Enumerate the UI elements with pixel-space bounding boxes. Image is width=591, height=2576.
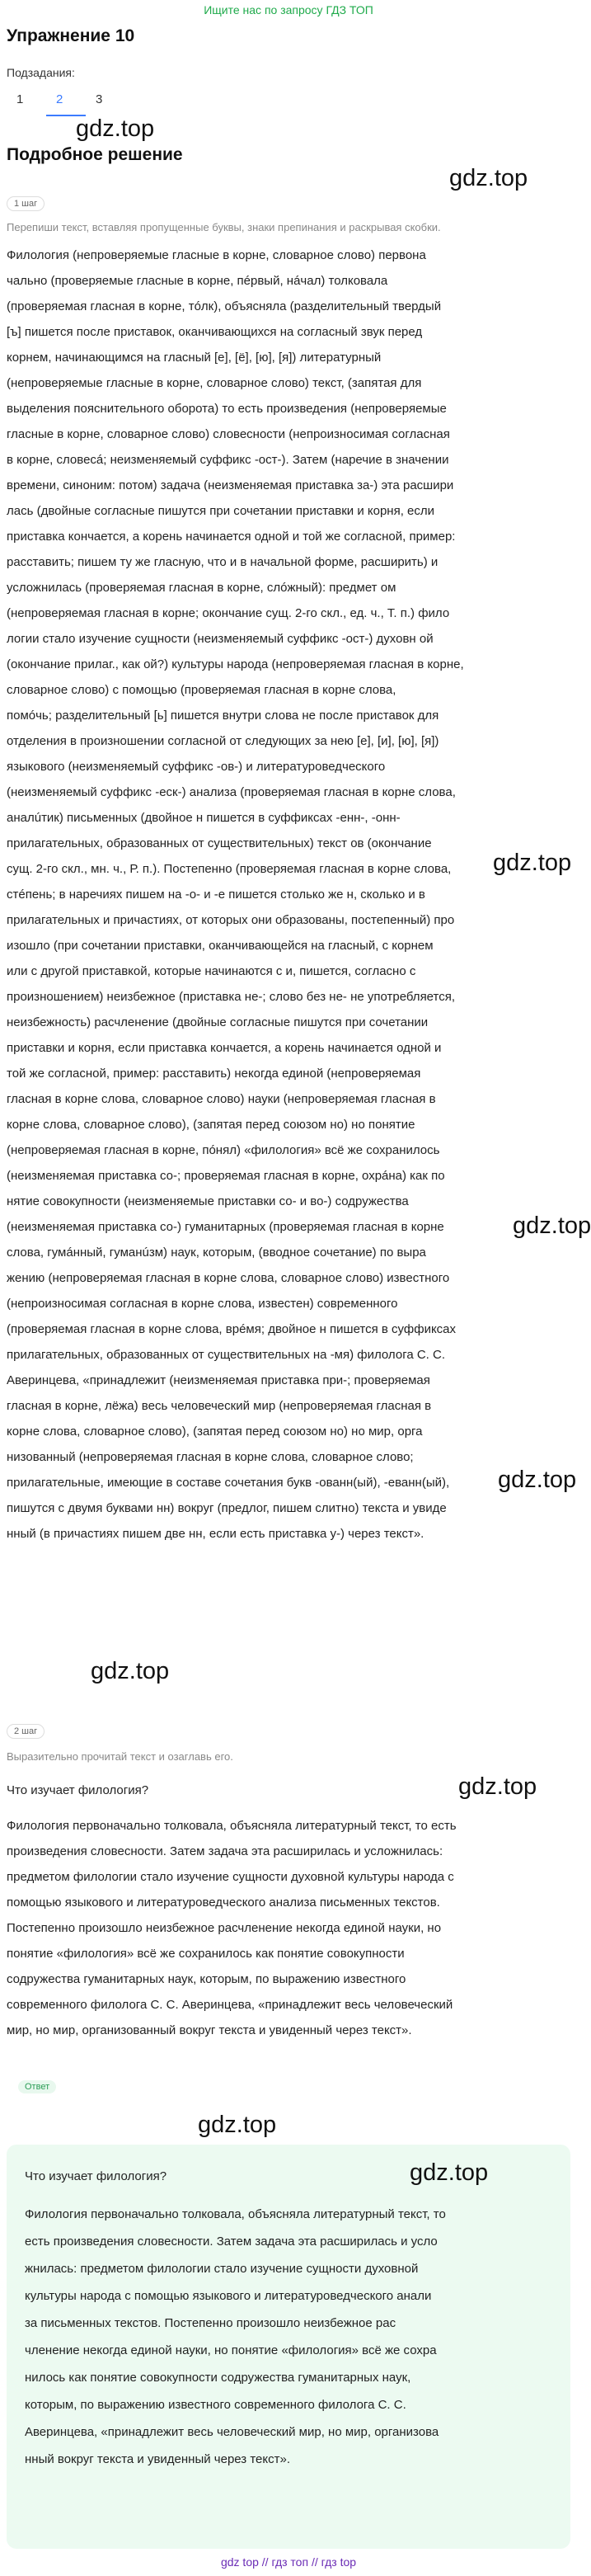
step-badge: 1 шаг	[7, 196, 45, 211]
watermark: gdz.top	[498, 1467, 577, 1493]
text-line: предметом филологии стало изучение сущности духовной культуры народа с	[7, 1870, 454, 1884]
text-line: нный (в причастиях пишем две нн, если есть приставка у-) через текст».	[7, 1527, 424, 1541]
text-line: Аверинцева, «принадлежит (неизменяемая приставка при-; проверяемая	[7, 1373, 430, 1387]
step2-question: Что изучает филология?	[7, 1783, 149, 1797]
subtask-tabs	[7, 89, 125, 116]
text-line: словарное слово) с помощью (проверяемая гласная в корне слова,	[7, 683, 396, 697]
footer-link[interactable]: гдз топ	[271, 2555, 309, 2569]
text-line: аналúтик) письменных (двойное н пишется в суффиксах -енн-, -онн-	[7, 811, 401, 825]
text-line: сущ. 2-го скл., мн. ч., Р. п.). Постепенно (проверяемая гласная в корне слова,	[7, 862, 452, 876]
top-search-link[interactable]: Ищите нас по запросу ГДЗ ТОП	[204, 3, 373, 16]
text-line: гласная в корне, лёжа) весь человеческий мир (непроверяемая гласная в	[7, 1399, 432, 1413]
text-line: гласные в корне, словарное слово) словесности (непроизносимая согласная	[7, 427, 450, 441]
tab-subtask-3[interactable]: 3	[96, 92, 103, 106]
text-line: (проверяемая гласная в корне, тóлк), объясняла (разделительный твердый	[7, 299, 442, 313]
text-line: корне слова, словарное слово), (запятая перед союзом но) но мир, орга	[7, 1425, 423, 1439]
answer-question: Что изучает филология?	[25, 2169, 167, 2183]
footer-link[interactable]: gdz top	[220, 2555, 259, 2569]
text-line: логии стало изучение сущности (неизменяемый суффикс -ост-) духовн ой	[7, 632, 434, 646]
text-line: лась (двойные согласные пишутся при сочетании приставки и корня, если	[7, 504, 435, 518]
text-line: низованный (непроверяемая гласная в корне слова, словарное слово;	[7, 1450, 414, 1464]
step-hint: Выразительно прочитай текст и озаглавь его.	[7, 1750, 233, 1763]
text-line: понятие «филология» всё же сохранилось как понятие совокупности	[7, 1947, 405, 1961]
tab-subtask-1[interactable]: 1	[16, 92, 24, 106]
text-line: чально (проверяемые гласные в корне, пéрвый, нáчал) толковала	[7, 274, 388, 288]
text-line: слова, гумáнный, гуманúзм) наук, которым, (вводное сочетание) по выра	[7, 1246, 426, 1260]
answer-line: нный вокруг текста и увиденный через текст».	[25, 2452, 290, 2466]
text-line: гласная в корне слова, словарное слово) науки (непроверяемая гласная в	[7, 1092, 436, 1106]
step-hint: Перепиши текст, вставляя пропущенные буквы, знаки препинания и раскрывая скобки.	[7, 221, 441, 233]
text-line: [ъ] пишется после приставок, оканчивающихся на согласный звук перед	[7, 325, 423, 339]
text-line: прилагательных, образованных от существительных) текст ов (окончание	[7, 836, 432, 850]
text-line: (неизменяемый суффикс -еск-) анализа (проверяемая гласная в корне слова,	[7, 785, 456, 799]
text-line: прилагательные, имеющие в составе сочетания букв -ованн(ый), -еванн(ый),	[7, 1476, 450, 1490]
text-line: расставить; пишем ту же гласную, что и в начальной форме, расширить) и	[7, 555, 439, 569]
text-line: приставка кончается, а корень начинается одной и той же согласной, пример:	[7, 530, 456, 544]
watermark: gdz.top	[76, 115, 155, 142]
text-line: мир, но мир, организованный вокруг текста и увиденный через текст».	[7, 2023, 412, 2037]
text-line: произношением) неизбежное (приставка не-; слово без не- не употребляется,	[7, 990, 456, 1004]
text-line: (непроверяемая гласная в корне, пóнял) «филология» всё же сохранилось	[7, 1143, 440, 1157]
text-line: Постепенно произошло неизбежное расчленение некогда единой науки, но	[7, 1921, 442, 1935]
text-line: (непроизносимая согласная в корне слова, известен) современного	[7, 1297, 398, 1311]
text-line: стéпень; в наречиях пишем на -о- и -е пишется столько же н, сколько и в	[7, 888, 425, 902]
text-line: (проверяемая гласная в корне слова, врéмя; двойное н пишется в суффиксах	[7, 1322, 457, 1336]
text-line: помóчь; разделительный [ь] пишется внутри слова не после приставок для	[7, 709, 439, 723]
answer-line: жнилась: предметом филологии стало изучение сущности духовной	[25, 2262, 419, 2276]
text-line: современного филолога С. С. Аверинцева, «принадлежит весь человеческий	[7, 1998, 453, 2012]
text-line: (неизменяемая приставка со-) гуманитарных (проверяемая гласная в корне	[7, 1220, 444, 1234]
answer-line: Аверинцева, «принадлежит весь человеческий мир, но мир, организова	[25, 2425, 439, 2439]
answer-label: Ответ	[18, 2080, 56, 2093]
text-line: в корне, словесá; неизменяемый суффикс -ост-). Затем (наречие в значении	[7, 453, 449, 467]
text-line: или с другой приставкой, которые начинаются с и, пишется, согласно с	[7, 964, 416, 978]
watermark: gdz.top	[493, 850, 572, 876]
text-line: произведения словесности. Затем задача эта расширилась и усложнилась:	[7, 1844, 443, 1858]
watermark: gdz.top	[410, 2159, 489, 2186]
text-line: (непроверяемая гласная в корне; окончание сущ. 2-го скл., ед. ч., Т. п.) фило	[7, 606, 450, 620]
footer-links	[0, 2555, 577, 2569]
answer-line: Филология первоначально толковала, объясняла литературный текст, то	[25, 2207, 446, 2221]
tab-subtask-2[interactable]: 2	[46, 89, 86, 116]
footer-separator: //	[261, 2555, 269, 2569]
watermark: gdz.top	[458, 1773, 537, 1800]
answer-line: за письменных текстов. Постепенно произошло неизбежное рас	[25, 2316, 396, 2330]
section-title: Подробное решение	[7, 145, 183, 164]
step-badge: 2 шаг	[7, 1724, 45, 1739]
step1-text	[7, 243, 570, 1547]
text-line: усложнилась (проверяемая гласная в корне, слóжный): предмет ом	[7, 581, 396, 595]
text-line: отделения в произношении согласной от следующих за нею [е], [и], [ю], [я])	[7, 734, 439, 748]
answer-text	[25, 2201, 561, 2473]
text-line: неизбежность) расчленение (двойные согласные пишутся при сочетании	[7, 1015, 429, 1029]
answer-line: культуры народа с помощью языкового и литературоведческого анали	[25, 2289, 432, 2303]
footer-link[interactable]: гдз top	[321, 2555, 357, 2569]
exercise-title: Упражнение 10	[7, 26, 135, 45]
watermark: gdz.top	[198, 2112, 277, 2138]
text-line: выделения пояснительного оборота) то есть произведения (непроверяемые	[7, 402, 447, 416]
watermark: gdz.top	[91, 1658, 170, 1684]
text-line: прилагательных, образованных от существительных на -мя) филолога С. С.	[7, 1348, 446, 1362]
text-line: изошло (при сочетании приставки, оканчивающейся на гласный, с корнем	[7, 939, 434, 953]
text-line: (непроверяемые гласные в корне, словарное слово) текст, (запятая для	[7, 376, 422, 390]
text-line: Филология первоначально толковала, объясняла литературный текст, то есть	[7, 1819, 457, 1833]
answer-line: есть произведения словесности. Затем задача эта расширилась и усло	[25, 2235, 438, 2249]
subtasks-label: Подзадания:	[7, 66, 75, 79]
footer-separator: //	[311, 2555, 318, 2569]
watermark: gdz.top	[513, 1213, 591, 1239]
text-line: (окончание прилаг., как ой?) культуры народа (непроверяемая гласная в корне,	[7, 657, 464, 671]
text-line: корнем, начинающимся на гласный [е], [ё], [ю], [я]) литературный	[7, 351, 382, 365]
text-line: жению (непроверяемая гласная в корне слова, словарное слово) известного	[7, 1271, 450, 1285]
step2-text	[7, 1813, 570, 2043]
answer-line: членение некогда единой науки, но понятие «филология» всё же сохра	[25, 2343, 437, 2357]
text-line: помощью языкового и литературоведческого анализа письменных текстов.	[7, 1896, 440, 1910]
text-line: корне слова, словарное слово), (запятая перед союзом но) но понятие	[7, 1118, 415, 1132]
text-line: (неизменяемая приставка со-; проверяемая гласная в корне, охрáна) как по	[7, 1169, 445, 1183]
text-line: пишутся с двумя буквами нн) вокруг (предлог, пишем слитно) текста и увиде	[7, 1501, 447, 1515]
text-line: приставки и корня, если приставка кончается, а корень начинается одной и	[7, 1041, 442, 1055]
text-line: Филология (непроверяемые гласные в корне, словарное слово) первона	[7, 248, 426, 262]
answer-line: нилось как понятие совокупности содружества гуманитарных наук,	[25, 2371, 411, 2385]
text-line: времени, синоним: потом) задача (неизменяемая приставка за-) эта расшири	[7, 478, 454, 492]
text-line: содружества гуманитарных наук, которым, по выражению известного	[7, 1972, 406, 1986]
text-line: языкового (неизменяемый суффикс -ов-) и литературоведческого	[7, 760, 386, 774]
answer-line: которым, по выражению известного современного филолога С. С.	[25, 2398, 406, 2412]
text-line: нятие совокупности (неизменяемые приставки со- и во-) содружества	[7, 1194, 409, 1208]
watermark: gdz.top	[449, 165, 528, 191]
text-line: прилагательных и причастиях, от которых они образованы, постепенный) про	[7, 913, 455, 927]
text-line: той же согласной, пример: расставить) некогда единой (непроверяемая	[7, 1067, 421, 1081]
